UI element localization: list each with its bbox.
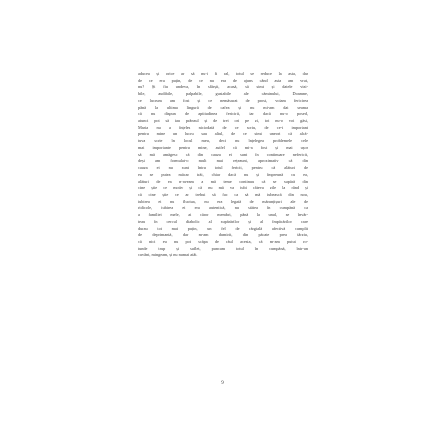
text-line: deși am formulat-o mult mai rețeaunt, aproximativ că din: [138, 158, 308, 164]
text-line: atunci pot să iau prânzul și de trei ori pe zi, tot nu-o voi găsi,: [138, 118, 308, 124]
text-line: alături de ea n-aveam a mă teme continuu că se supără din: [138, 178, 308, 184]
text-line: mai importante pentru mine, astfel că mi-a fost și mai ușor: [138, 144, 308, 150]
text-line: durau tot mai puțin, un fel de rărgială afectivă cumplit: [138, 225, 308, 231]
text-line: cine știe ce motiv și că nu mă va iubi câteva zile la rând și: [138, 185, 308, 191]
body-text: [138, 71, 308, 259]
text-line: ridicole, iubirea ei era autentică, nu stătea în cumpănă ca: [138, 205, 308, 211]
page-number: 9: [221, 381, 224, 386]
text-line: până la ultima lingură de cafea și nu mi-am dat seama: [138, 104, 308, 110]
text-line: Maria nu a înțeles niciodată de ce scriu, de ce-i important: [138, 124, 308, 130]
text-line: a familiei mele, ai căror membri, până la unul, se învâr-: [138, 212, 308, 218]
text-line: de deprimantă, dar m-am dumirit, din păcate prea târziu,: [138, 232, 308, 238]
text-line: de ce era puțin, de ce nu era de ajuns când asta am vrut,: [138, 77, 308, 83]
text-line: iubirea ei nu fluctua, nu era legată de mărunțișuri ale de: [138, 198, 308, 204]
text-line: ea se putea măcar trăi, chiar dacă nu și împreună cu ea,: [138, 171, 308, 177]
text-line: aducea și orice ar să nu-i fi ral, totul se reduce la asta, dar: [138, 71, 308, 76]
text-line: că nici eu nu pot scăpa de răul acesta, că m-am putut ro-: [138, 238, 308, 244]
text-line: cauza ei nu sunt întru totul fericit, pentru că alături de: [138, 165, 308, 171]
text-line: cuvânt, mingeam, și nu numai atât.: [138, 252, 198, 258]
text-line: pentru mine un lucru sau altul, de ce simt uneori că alcă-: [138, 131, 308, 137]
text-line: tuva scrie în locul meu, deci nu înțelegea problemele cele: [138, 138, 308, 144]
text-line: bile, audibile, palpabile, gustabile ale căminului, Doamne,: [138, 91, 308, 97]
text-line: să mă amăgesc că din cauza ei sunt în continuare nefericit,: [138, 151, 308, 157]
text-line: ce lucrum am fost și ce nemăsurat de prost, voiam fericirea: [138, 97, 308, 103]
text-line: că nu dispun de aptitudinea fericirii, iar dacă nu-o posed,: [138, 111, 308, 117]
text-line: nu? Și fiu undeva, în sfârșit, acasă, să simt și datele vizi-: [138, 84, 308, 90]
text-line: teau în cercul diabolic al supărărilor și al împăcărilor care: [138, 218, 308, 224]
text-line: că cine știe ce ar trebui să fac ca să mă iubească din nou,: [138, 191, 308, 197]
text-line: tunde trup și suflet, puncam totul în cumpănă, într-un: [138, 245, 308, 251]
